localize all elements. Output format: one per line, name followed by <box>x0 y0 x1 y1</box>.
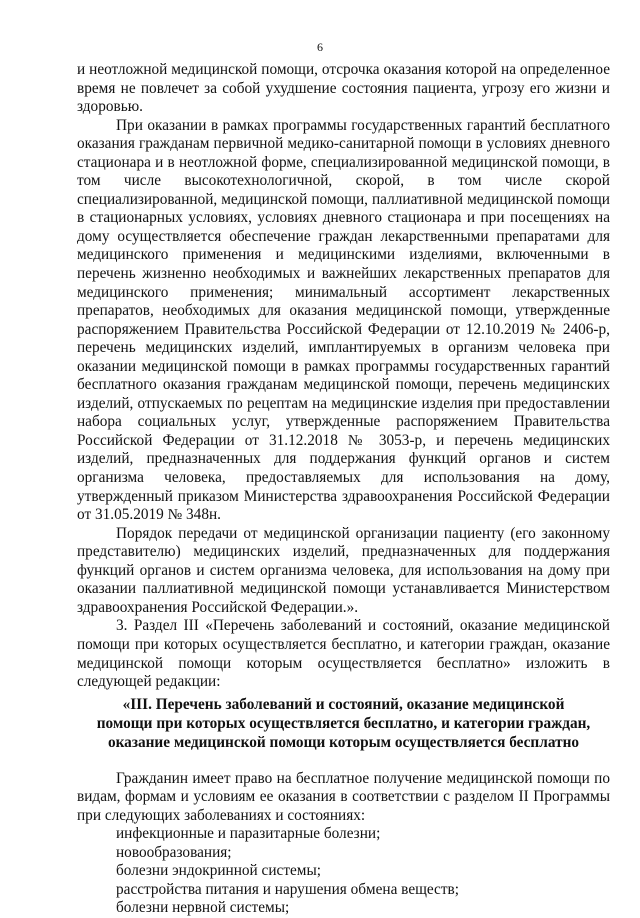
paragraph-transfer-procedure: Порядок передачи от медицинской организации пациенту (его законному представителю) медицинских изделий, предназначенных для поддержания функций органов и систем организма человека, для использования на дому при оказании паллиативной медицинской помощи устанавливается Министерством здравоохранения Российской Федерации.». <box>77 524 610 616</box>
list-item: инфекционные и паразитарные болезни; <box>116 825 381 843</box>
page-number: 6 <box>317 40 323 54</box>
list-item: болезни эндокринной системы; <box>116 862 322 880</box>
paragraph-section-amendment: 3. Раздел III «Перечень заболеваний и состояний, оказание медицинской помощи при которых осуществляется бесплатно, и категории граждан, оказание медицинской помощи которым осуществляется бесплатно» изложить в следующей редакции: <box>77 617 610 691</box>
paragraph-continuation: и неотложной медицинской помощи, отсрочка оказания которой на определенное время не повлечет за собой ухудшение состояния пациента, угрозу его жизни и здоровью. <box>77 61 610 116</box>
heading-spacer <box>77 752 610 770</box>
document-body <box>77 61 610 918</box>
section-heading-line: «III. Перечень заболеваний и состояний, оказание медицинской <box>122 695 565 713</box>
section-heading-line: оказание медицинской помощи которым осуществляется бесплатно <box>107 733 580 751</box>
paragraph-medication-provision: При оказании в рамках программы государственных гарантий бесплатного оказания гражданам первичной медико-санитарной помощи в условиях дневного стационара и в неотложной форме, специализированной медицинской помощи, в том числе высокотехнологичной, скорой, в том числе скорой специализированной, медицинской помощи, паллиативной медицинской помощи в стационарных условиях, условиях дневного стационара и при посещениях на дому осуществляется обеспечение граждан лекарственными препаратами для медицинского применения и медицинскими изделиями, включенными в перечень жизненно необходимых и важнейших лекарственных препаратов для медицинского применения; минимальный ассортимент лекарственных препаратов, необходимых для оказания медицинской помощи, утвержденные распоряжением Правительства Российской Федерации от 12.10.2019 № 2406-р, перечень медицинских изделий, имплантируемых в организм человека при оказании медицинской помощи в рамках программы государственных гарантий бесплатного оказания гражданам медицинской помощи, перечень медицинских изделий, отпускаемых по рецептам на медицинские изделия при предоставлении набора социальных услуг, утвержденные распоряжением Правительства Российской Федерации от 31.12.2018 № 3053-р, и перечень медицинских изделий, предназначенных для поддержания функций органов и систем организма человека, предоставляемых для использования на дому, утвержденный приказом Министерства здравоохранения Российской Федерации от 31.05.2019 № 348н. <box>77 116 610 524</box>
list-item: расстройства питания и нарушения обмена веществ; <box>116 880 459 898</box>
section-heading <box>77 695 610 752</box>
disease-list <box>77 825 610 918</box>
list-item: новообразования; <box>116 843 232 861</box>
paragraph-citizen-rights: Гражданин имеет право на бесплатное получение медицинской помощи по видам, формам и условиям ее оказания в соответствии с разделом II Программы при следующих заболеваниях и состояниях: <box>77 769 610 824</box>
section-heading-line: помощи при которых осуществляется бесплатно, и категории граждан, <box>96 714 591 732</box>
list-item: болезни нервной системы; <box>116 899 290 917</box>
